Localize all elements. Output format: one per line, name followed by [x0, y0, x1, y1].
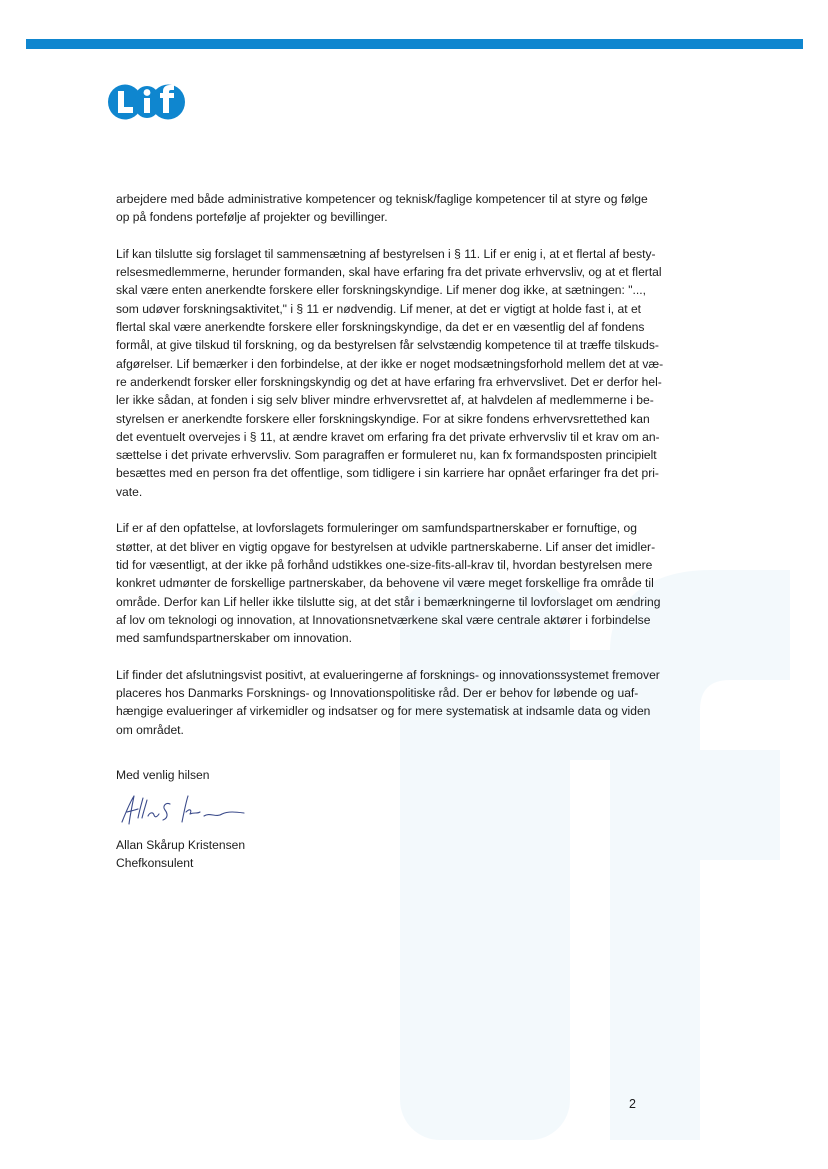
paragraph-partnerships: Lif er af den opfattelse, at lovforslagets formuleringer om samfundspartnerskaber er fornuftige, og støtter, at det bliver en vigtig opgave for bestyrelsen at udvikle partnerskaberne. Lif anser det imidler- tid for væsentligt, at der ikke på forhånd udstikkes one-size-fits-all-krav til, hvordan bestyrelsen mere konkret udmønter de forskellige partnerskaber, da behovene vil være meget forskellige fra område til område. Derfor kan Lif heller ikke tilslutte sig, at det står i bemærkningerne til lovforslaget om ændring af lov om teknologi og innovation, at Innovationsnetværkene skal være centrale aktører i forbindelse med samfundspartnerskaber om innovation.	[116, 521, 661, 646]
closing-salutation: Med venlig hilsen	[116, 768, 210, 782]
paragraph-evaluations: Lif finder det afslutningsvist positivt, at evalueringerne af forsknings- og innovationssystemet fremover placeres hos Danmarks Forsknings- og Innovationspolitiske råd. Der er behov for løbende og uaf- hængige evalueringer af virkemidler og indsatser og for mere systematisk at indsamle data og viden om området.	[116, 667, 660, 737]
letter-body	[116, 190, 716, 757]
paragraph-partial: arbejdere med både administrative kompetencer og teknisk/faglige kompetencer til at styre og følge op på fondens portefølje af projekter og bevillinger.	[116, 192, 648, 225]
signer-block	[116, 836, 245, 872]
lif-logo	[105, 80, 189, 124]
handwritten-signature	[118, 788, 248, 830]
header-color-bar	[26, 39, 803, 49]
signer-title: Chefkonsulent	[116, 856, 194, 870]
signer-name: Allan Skårup Kristensen	[116, 838, 246, 852]
page-number: 2	[629, 1097, 636, 1111]
paragraph-board-composition: Lif kan tilslutte sig forslaget til sammensætning af bestyrelsen i § 11. Lif er enig i, at et flertal af besty- relsesmedlemmerne, herunder formanden, skal have erfaring fra det private erhvervsliv, og at et flertal skal være enten anerkendte forskere eller forskningskyndige. Lif mener dog ikke, at sætningen: "..., som udøver forskningsaktivitet," i § 11 er nødvendig. Lif mener, at det er vigtigt at holde fast i, at et flertal skal være anerkendte forskere eller forskningskyndige, da det er en væsentlig del af fondens formål, at give tilskud til forskning, og da bestyrelsen får selvstændig kompetence til at træffe tilskuds- afgørelser. Lif bemærker i den forbindelse, at der ikke er noget modsætningsforhold mellem det at væ- re anderkendt forsker eller forskningskyndig og det at have erfaring fra erhvervslivet. Det er derfor hel- ler ikke sådan, at fonden i sig selv bliver mindre erhvervsrettet af, at halvdelen af medlemmerne i be- styrelsen er anerkendte forskere eller forskningskyndige. For at sikre fondens erhvervsrettethed kan det eventuelt overvejes i § 11, at ændre kravet om erfaring fra det private erhvervsliv til et krav om an- sættelse i det private erhvervsliv. Som paragraffen er formuleret nu, kan fx formandsposten principielt besættes med en person fra det offentlige, som tidligere i sin karriere har opnået erfaringer fra det pri- vate.	[116, 246, 664, 499]
